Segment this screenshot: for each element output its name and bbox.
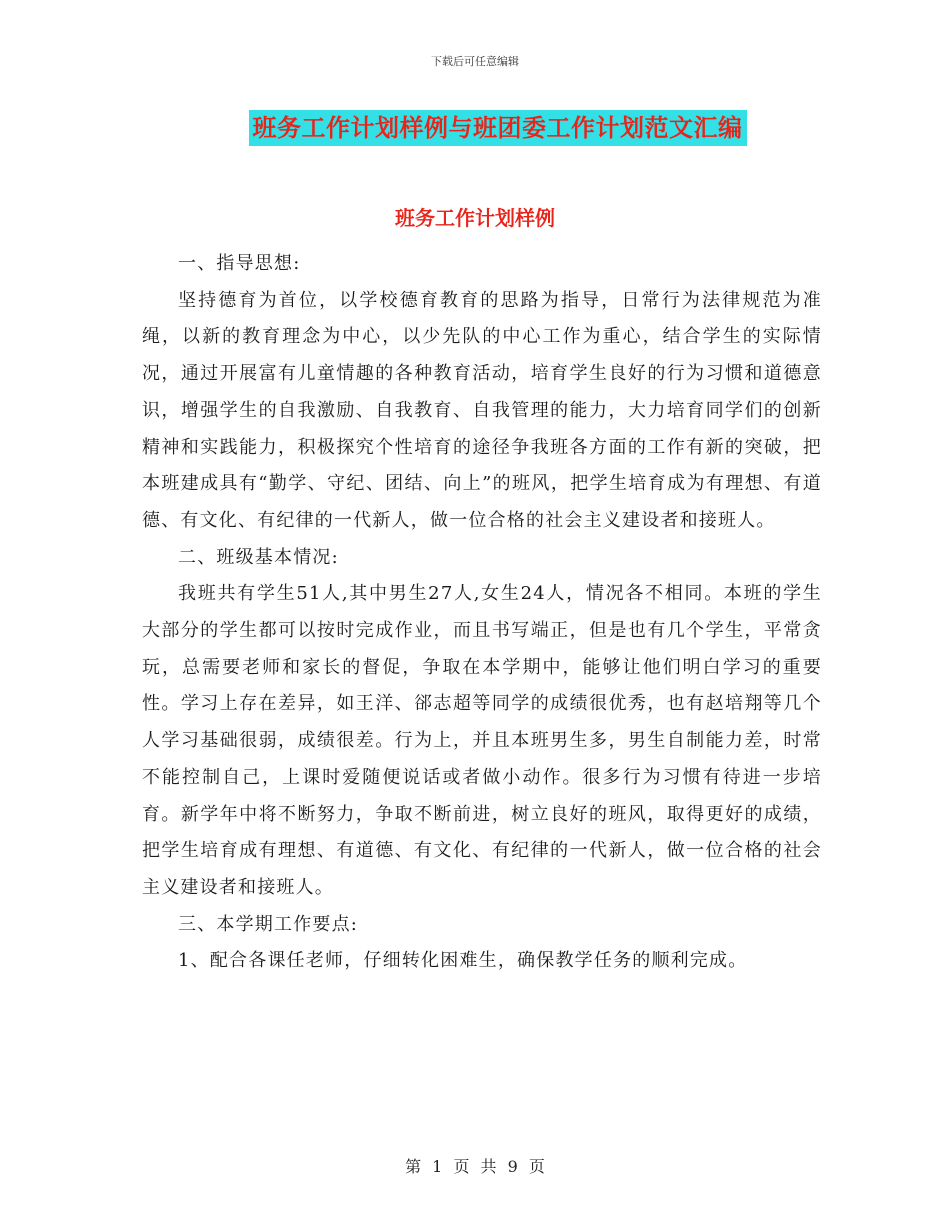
heading-guiding-thought: 一、指导思想: (178, 253, 301, 274)
paragraph-work-point-1: 1、配合各课任老师，仔细转化困难生，确保教学任务的顺利完成。 (178, 950, 748, 972)
heading-work-points: 三、本学期工作要点: (178, 913, 359, 935)
main-title-container (0, 110, 950, 146)
heading-class-situation: 二、班级基本情况: (178, 546, 339, 568)
main-title: 班务工作计划样例与班团委工作计划范文汇编 (249, 110, 747, 146)
page-footer: 第 1 页 共 9 页 (405, 1157, 545, 1176)
paragraph-class-situation: 我班共有学生51人,其中男生27人,女生24人，情况各不相同。本班的学生大部分的学生都可以按时完成作业，而且书写端正，但是也有几个学生，平常贪玩，总需要老师和家长的督促，争取在本学期中，能够让他们明白学习的重要性。学习上存在差异，如王洋、郤志超等同学的成绩很优秀，也有赵培翔等几个人学习基础很弱，成绩很差。行为上，并且本班男生多，男生自制能力差，时常不能控制自己，上课时爱随便说话或者做小动作。很多行为习惯有待进一步培育。新学年中将不断努力，争取不断前进，树立良好的班风，取得更好的成绩，把学生培育成有理想、有道德、有文化、有纪律的一代新人，做一位合格的社会主义建设者和接班人。 (142, 583, 822, 898)
section-title: 班务工作计划样例 (395, 206, 555, 230)
document-body (142, 246, 822, 980)
paragraph-guiding-thought: 坚持德育为首位，以学校德育教育的思路为指导，日常行为法律规范为准绳，以新的教育理念为中心，以少先队的中心工作为重心，结合学生的实际情况，通过开展富有儿童情趣的各种教育活动，培育学生良好的行为习惯和道德意识，增强学生的自我激励、自我教育、自我管理的能力，大力培育同学们的创新精神和实践能力，积极探究个性培育的途径争我班各方面的工作有新的突破，把本班建成具有“勤学、守纪、团结、向上”的班风，把学生培育成为有理想、有道德、有文化、有纪律的一代新人，做一位合格的社会主义建设者和接班人。 (142, 289, 822, 531)
header-note: 下载后可任意编辑 (431, 55, 519, 68)
